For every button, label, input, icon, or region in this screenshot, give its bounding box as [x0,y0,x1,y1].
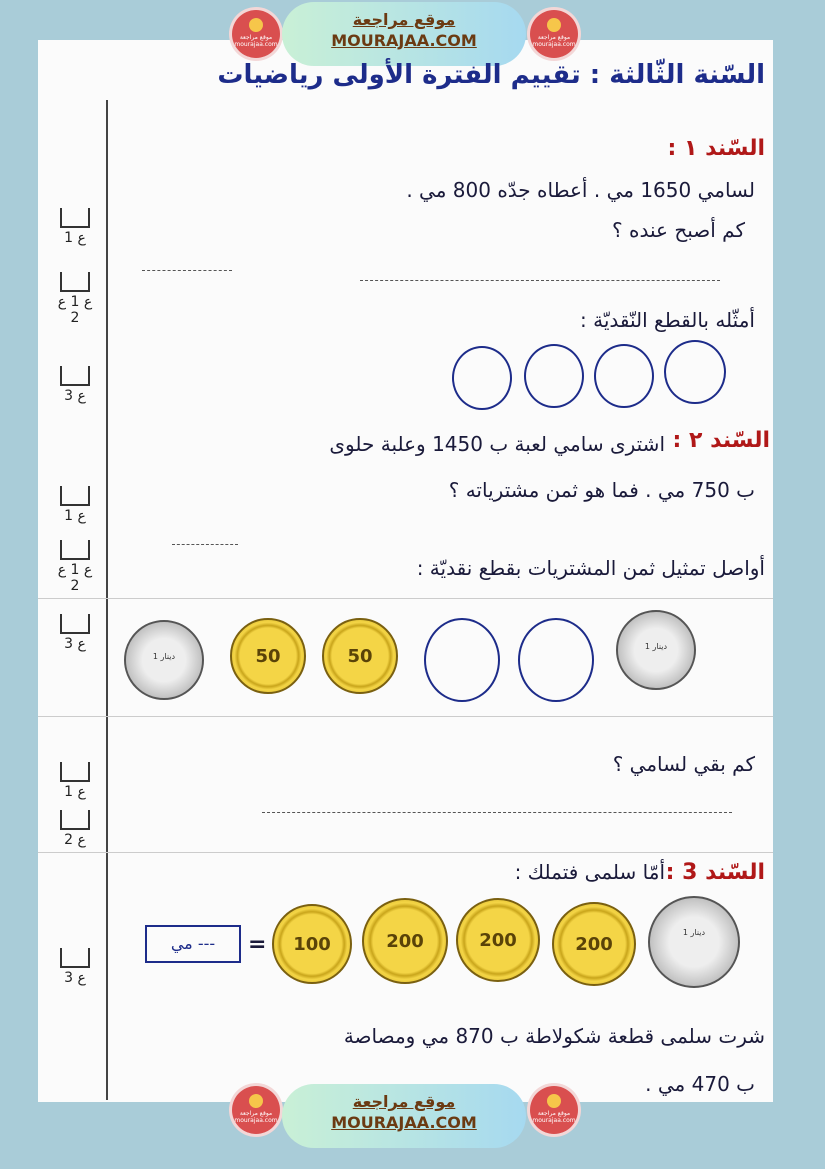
site-banner-bottom[interactable] [282,1084,526,1148]
coin-placeholder[interactable] [664,340,726,404]
answer-line [360,280,720,281]
coin-placeholder[interactable] [424,618,500,702]
margin-criteria: ع 3 [55,948,95,986]
section-separator [38,716,773,717]
margin-criteria: ع 1 [55,762,95,800]
margin-criteria: ع 2 [55,810,95,848]
site-name-en: MOURAJAA.COM [331,31,477,50]
coin-200: 200 [362,898,448,984]
coin-placeholder[interactable] [518,618,594,702]
section3-heading: السّند 3 : [665,860,765,885]
coin-placeholder[interactable] [524,344,584,408]
site-name-ar: موقع مراجعة [352,1092,456,1111]
coin-50: 50 [322,618,398,694]
site-name-en: MOURAJAA.COM [331,1113,477,1132]
section3-line2: شرت سلمى قطعة شكولاطة ب 870 مي ومصاصة [343,1024,765,1048]
answer-box[interactable]: مي --- [145,925,241,963]
coin-200: 200 [552,902,636,986]
section3-line1: أمّا سلمى فتملك : [514,860,665,884]
site-logo-left: موقع مراجعة mourajaa.com [232,10,280,58]
dinar-coin: دينار 1 [616,610,696,690]
section3-line3: ب 470 مي . [645,1072,755,1096]
equals-sign: = [248,932,267,957]
calc-line [172,544,238,545]
margin-criteria: ع 1 [55,208,95,246]
coin-100: 100 [272,904,352,984]
site-name-ar: موقع مراجعة [352,10,456,29]
site-logo-right: موقع مراجعة mourajaa.com [530,10,578,58]
answer-line [262,812,732,813]
site-banner-top[interactable] [282,2,526,66]
section-separator [38,852,773,853]
coin-placeholder[interactable] [452,346,512,410]
section2-line2: ب 750 مي . فما هو ثمن مشترياته ؟ [448,478,755,502]
section-separator [38,598,773,599]
dinar-coin: دينار 1 [124,620,204,700]
section2-line1: اشترى سامي لعبة ب 1450 وعلبة حلوى [329,432,665,456]
section1-heading: السّند ١ : [667,136,765,161]
section1-line1: لسامي 1650 مي . أعطاه جدّه 800 مي . [406,178,755,202]
coin-50: 50 [230,618,306,694]
calc-line [142,270,232,271]
margin-criteria: ع 1 ع 2 [55,272,95,326]
coin-200: 200 [456,898,540,982]
section2-heading: السّند ٢ : [672,428,770,453]
dinar-coin: دينار 1 [648,896,740,988]
margin-criteria: ع 1 [55,486,95,524]
section2-line3: أواصل تمثيل ثمن المشتريات بقطع نقديّة : [416,556,765,580]
coin-placeholder[interactable] [594,344,654,408]
margin-criteria: ع 3 [55,366,95,404]
section2-line4: كم بقي لسامي ؟ [612,752,755,776]
margin-criteria: ع 1 ع 2 [55,540,95,594]
site-logo-right: موقع مراجعة mourajaa.com [530,1086,578,1134]
section1-line2: كم أصبح عنده ؟ [612,218,745,242]
site-logo-left: موقع مراجعة mourajaa.com [232,1086,280,1134]
page-title: السّنة الثّالثة : تقييم الفترة الأولى رياضيات [217,60,765,90]
section1-line3: أمثّله بالقطع النّقديّة : [580,308,755,332]
margin-criteria: ع 3 [55,614,95,652]
margin-divider [106,100,108,1100]
